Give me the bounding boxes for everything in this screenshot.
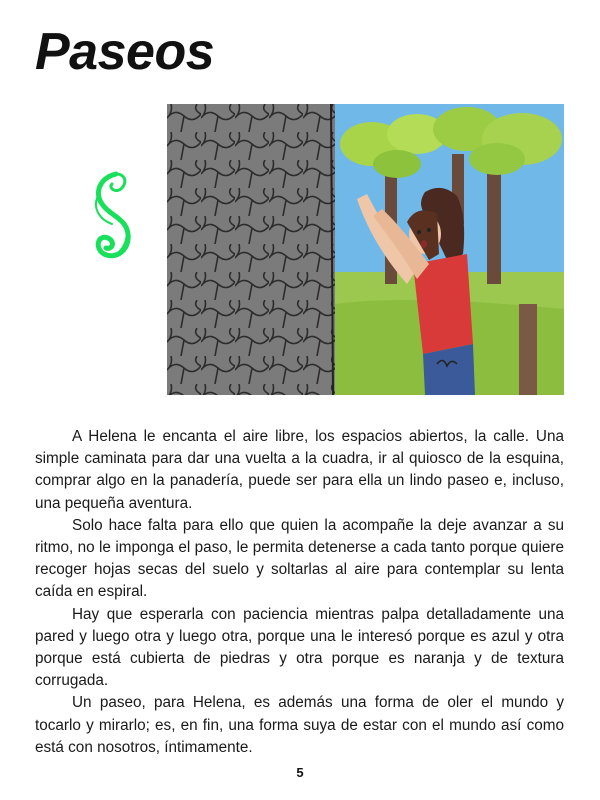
paragraph: Solo hace falta para ello que quien la acompañe la deje avanzar a su ritmo, no le imponga el paso, le permita detenerse a cada tanto porque quiere recoger hojas secas del suelo y soltarlas al aire para contemplar su lenta caída en espiral. [35,516,564,601]
paragraph: Hay que esperarla con paciencia mientras palpa detalladamente una pared y luego otra y luego otra, porque una le interesó porque es azul y otra porque está cubierta de piedras y otra porque es naranja y de textura corrugada. [35,605,564,690]
swirl-ornament-icon [86,168,136,268]
page-title: Paseos [35,23,215,81]
paragraph: A Helena le encanta el aire libre, los espacios abiertos, la calle. Una simple caminata para dar una vuelta a la cuadra, ir al quiosco de la esquina, comprar algo en la panadería, puede ser para ella un lindo paseo e, incluso, una pequeña aventura. [35,428,564,512]
page-number: 5 [296,765,304,780]
body-text [35,426,564,759]
child-drawing-illustration [167,104,564,395]
paragraph: Un paseo, para Helena, es además una forma de oler el mundo y tocarlo y mirarlo; es, en fin, una forma suya de estar con el mundo así como está con nosotros, íntimamente. [35,694,564,756]
